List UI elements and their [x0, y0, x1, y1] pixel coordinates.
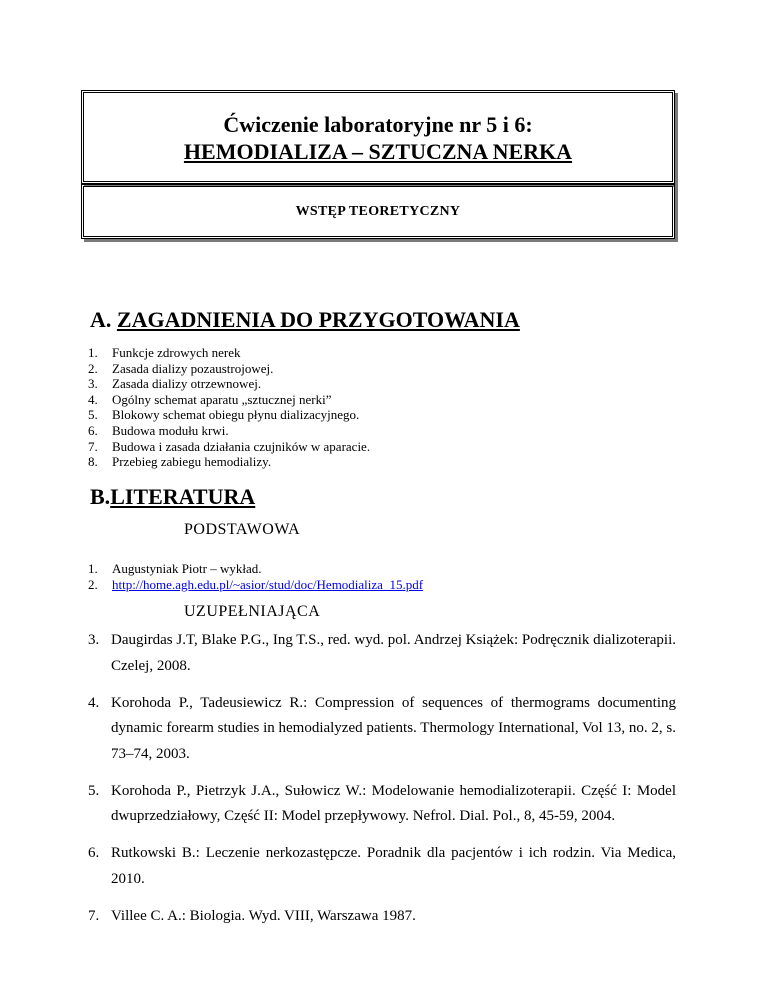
list-item: 3. Zasada dializy otrzewnowej. [88, 376, 262, 392]
list-item: 2. http://home.agh.edu.pl/~asior/stud/doc/Hemodializa_15.pdf [88, 576, 424, 592]
list-item: 6. Rutkowski B.: Leczenie nerkozastępcze. Poradnik dla pacjentów i ich rodzin. Via Medica, 2010. [88, 845, 676, 887]
list-item: 4. Ogólny schemat aparatu „sztucznej nerki” [88, 391, 332, 407]
list-item: 1. Augustyniak Piotr – wykład. [88, 561, 262, 576]
basic-literature-label: PODSTAWOWA [184, 521, 301, 538]
section-a-heading [90, 307, 520, 333]
extra-literature-list [88, 628, 676, 941]
list-item: 7. Villee C. A.: Biologia. Wyd. VIII, Warszawa 1987. [88, 907, 416, 924]
intro-box [81, 184, 675, 239]
topics-list [88, 345, 370, 470]
hemodializa-pdf-link[interactable]: http://home.agh.edu.pl/~asior/stud/doc/Hemodializa_15.pdf [112, 576, 424, 592]
extra-literature-label: UZUPEŁNIAJĄCA [184, 603, 321, 620]
list-item: 6. Budowa modułu krwi. [88, 422, 229, 438]
list-item: 4. Korohoda P., Tadeusiewicz R.: Compression of sequences of thermograms documenting dynamic forearm studies in hemodialyzed patients. Thermology International, Vol 13, no. 2, s. 73–74, 2003. [88, 694, 676, 762]
title-box [81, 90, 675, 184]
section-b-heading [90, 484, 255, 510]
list-item: 5. Korohoda P., Pietrzyk J.A., Sułowicz W.: Modelowanie hemodializoterapii. Część I: Model dwuprzedziałowy, Część II: Model przepływowy. Nefrol. Dial. Pol., 8, 45-59, 2004. [88, 782, 676, 824]
list-item: 5. Blokowy schemat obiegu płynu dializacyjnego. [88, 407, 360, 423]
section-b-title: LITERATURA [110, 484, 256, 509]
section-b-letter: B. [90, 484, 111, 509]
list-item: 7. Budowa i zasada działania czujników w aparacie. [88, 438, 371, 454]
document-subtitle: HEMODIALIZA – SZTUCZNA NERKA [183, 139, 573, 164]
list-item: 3. Daugirdas J.T, Blake P.G., Ing T.S., red. wyd. pol. Andrzej Książek: Podręcznik dializoterapii. Czelej, 2008. [88, 632, 676, 674]
intro-heading: WSTĘP TEORETYCZNY [295, 204, 461, 219]
list-item: 8. Przebieg zabiegu hemodializy. [88, 454, 272, 470]
document-title: Ćwiczenie laboratoryjne nr 5 i 6: [223, 112, 533, 137]
basic-literature-list [88, 561, 423, 593]
list-item: 1. Funkcje zdrowych nerek [88, 345, 241, 360]
list-item: 2. Zasada dializy pozaustrojowej. [88, 360, 274, 376]
section-a-letter: A. [90, 307, 112, 332]
section-a-title: ZAGADNIENIA DO PRZYGOTOWANIA [116, 307, 520, 332]
